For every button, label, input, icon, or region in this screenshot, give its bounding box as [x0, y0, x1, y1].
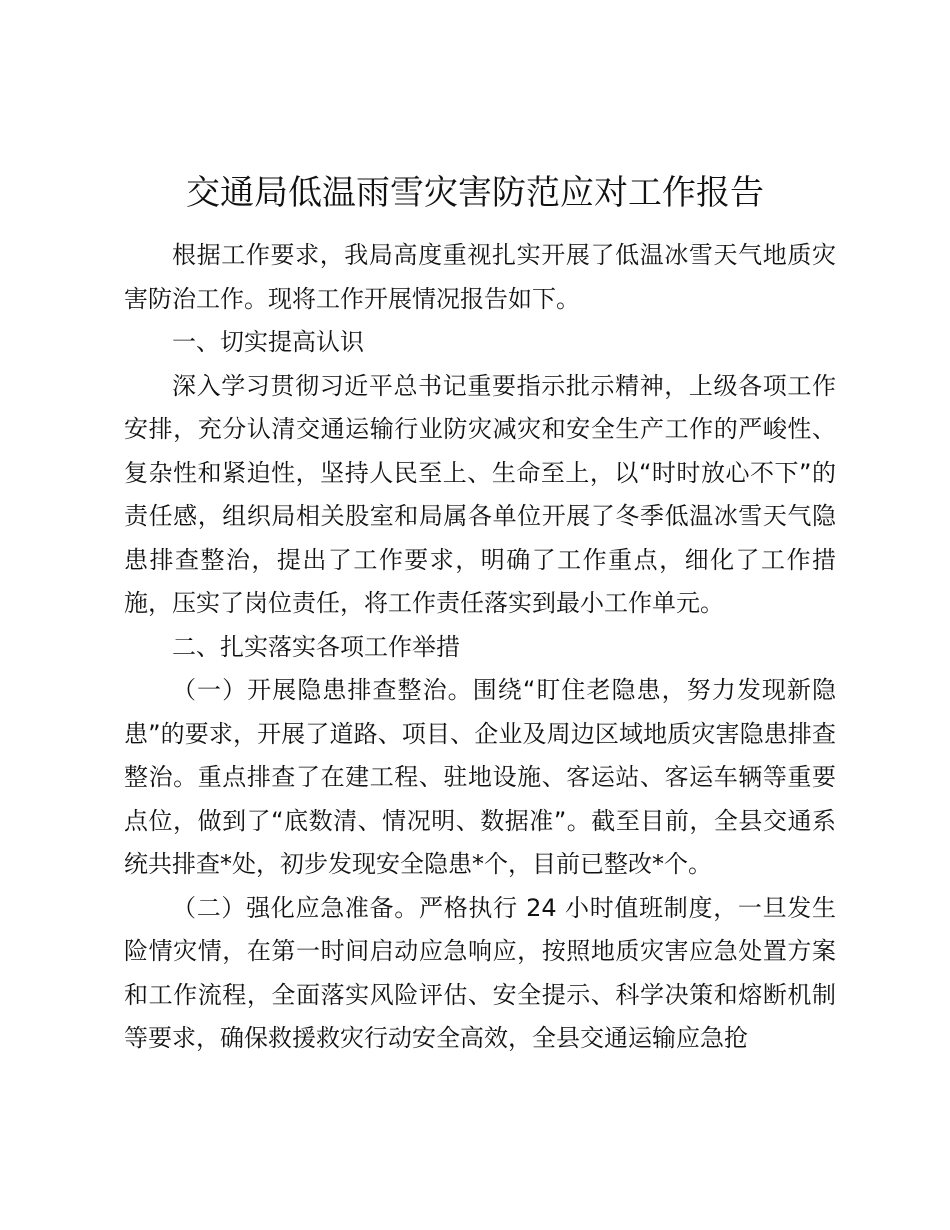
section-heading-1: 一、切实提高认识: [172, 328, 364, 356]
section-heading-2: 二、扎实落实各项工作举措: [172, 632, 460, 661]
subsection-2-paragraph: （二）强化应急准备。严格执行 24 小时值班制度，一旦发生险情灾情，在第一时间启动应急响应，按照地质灾害应急处置方案和工作流程，全面落实风险评估、安全提示、科学决策和熔断机制等要求，确保救援救灾行动安全高效，全县交通运输应急抢: [124, 893, 836, 1052]
intro-paragraph: 根据工作要求，我局高度重视扎实开展了低温冰雪天气地质灾害防治工作。现将工作开展情况报告如下。: [124, 241, 836, 313]
document-body: [124, 234, 836, 1061]
subsection-1-paragraph: （一）开展隐患排查整治。围绕“盯住老隐患，努力发现新隐患”的要求，开展了道路、项目、企业及周边区域地质灾害隐患排查整治。重点排查了在建工程、驻地设施、客运站、客运车辆等重要点位，做到了“底数清、情况明、数据准”。截至目前，全县交通系统共排查*处，初步发现安全隐患*个，目前已整改*个。: [124, 676, 836, 878]
document-title: 交通局低温雨雪灾害防范应对工作报告: [186, 173, 764, 213]
section-1-paragraph: 深入学习贯彻习近平总书记重要指示批示精神，上级各项工作安排，充分认清交通运输行业防灾减灾和安全生产工作的严峻性、复杂性和紧迫性，坚持人民至上、生命至上，以“时时放心不下”的责任感，组织局相关股室和局属各单位开展了冬季低温冰雪天气隐患排查整治，提出了工作要求，明确了工作重点，细化了工作措施，压实了岗位责任，将工作责任落实到最小工作单元。: [124, 371, 836, 617]
